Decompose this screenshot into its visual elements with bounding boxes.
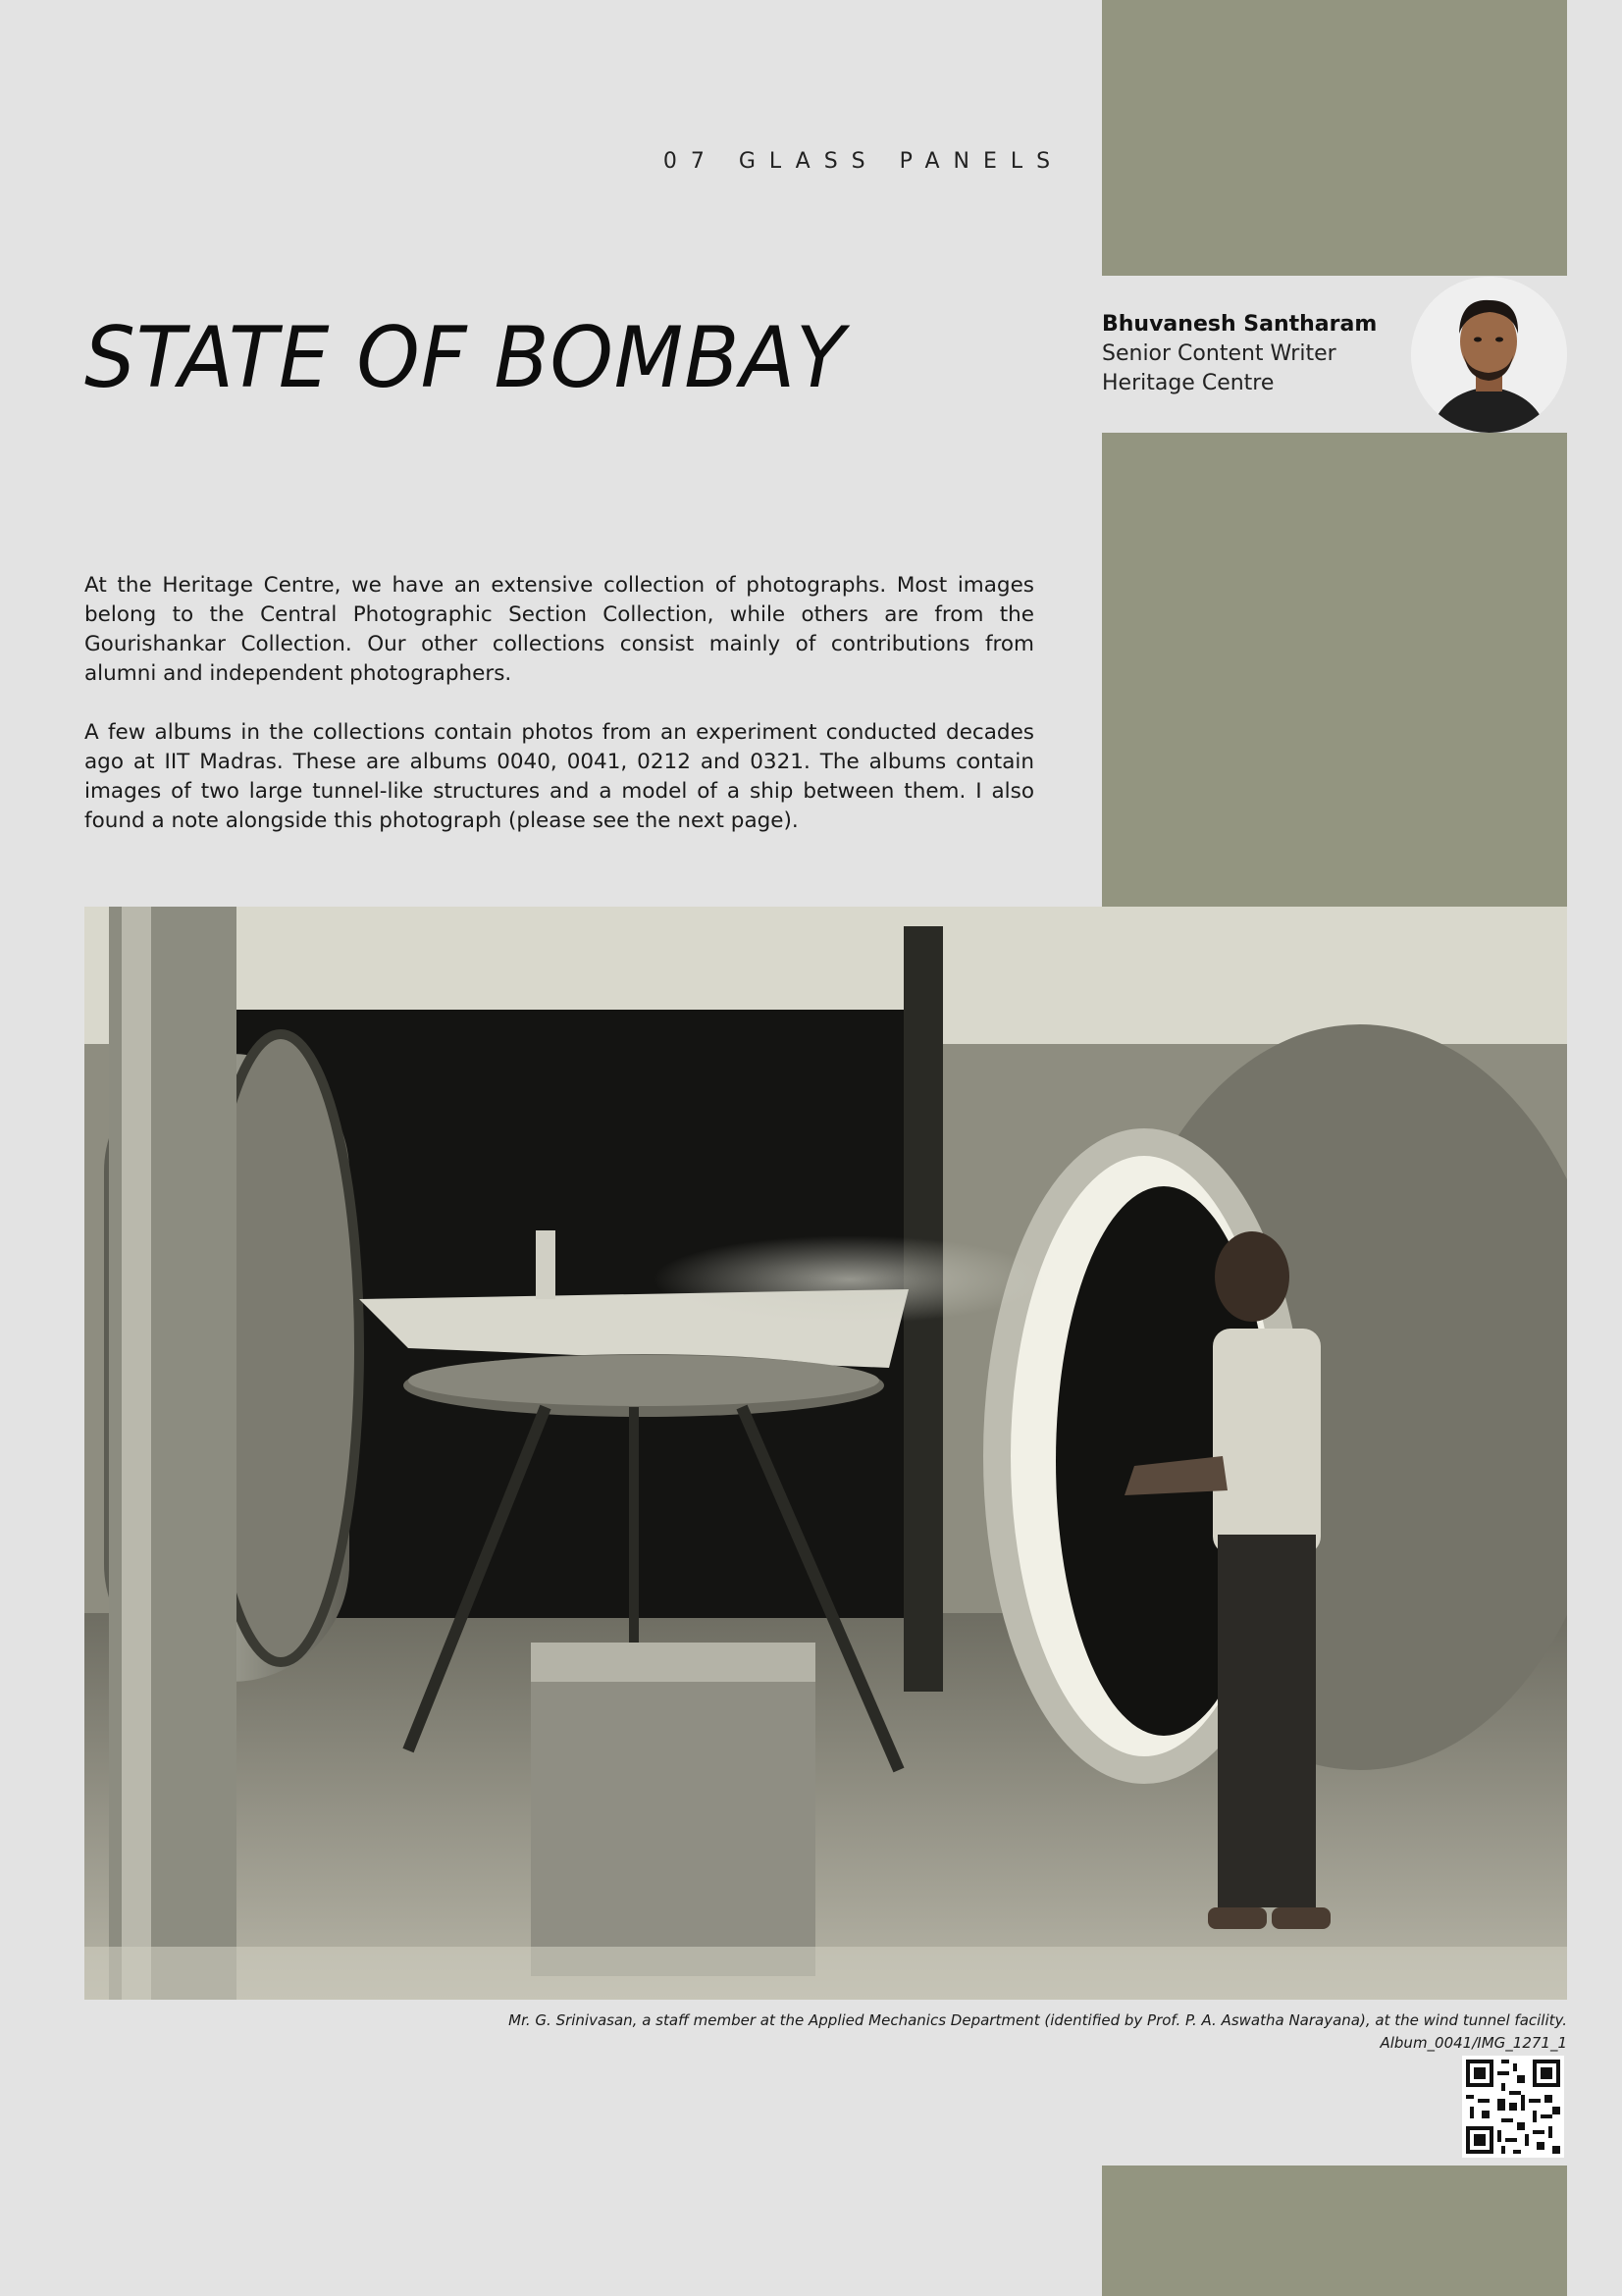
author-block xyxy=(1102,310,1377,398)
author-role: Senior Content Writer xyxy=(1102,341,1336,366)
photo-caption xyxy=(508,2009,1567,2055)
body-paragraph-2: A few albums in the collections contain photos from an experiment conducted decades ago at IIT Madras. These are albums 0040, 0041, 0212 and 0321. The albums contain images of two large tunnel-like structures and a model of a ship between them. I also found a note alongside this photograph (please see the next page). xyxy=(84,720,1034,833)
caption-reference: Album_0041/IMG_1271_1 xyxy=(1380,2034,1567,2052)
accent-band-bottom xyxy=(1102,2166,1567,2296)
article-body xyxy=(84,571,1034,865)
accent-band-middle xyxy=(1102,433,1567,907)
page-title: STATE OF BOMBAY xyxy=(84,309,846,407)
author-name: Bhuvanesh Santharam xyxy=(1102,312,1378,337)
author-org: Heritage Centre xyxy=(1102,371,1275,395)
archival-photo xyxy=(84,907,1567,2000)
body-paragraph-1: At the Heritage Centre, we have an extensive collection of photographs. Most images belong to the Central Photographic Section Collection, while others are from the Gourishankar Collection. Our other collections consist mainly of contributions from alumni and independent photographers. xyxy=(84,573,1034,686)
author-avatar xyxy=(1411,277,1567,433)
qr-code-icon[interactable] xyxy=(1462,2056,1564,2158)
accent-band-top xyxy=(1102,0,1567,276)
series-label: 07 GLASS PANELS xyxy=(662,149,1065,174)
caption-text: Mr. G. Srinivasan, a staff member at the Applied Mechanics Department (identified by Prof. P. A. Aswatha Narayana), at the wind tunnel facility. xyxy=(508,2011,1567,2029)
